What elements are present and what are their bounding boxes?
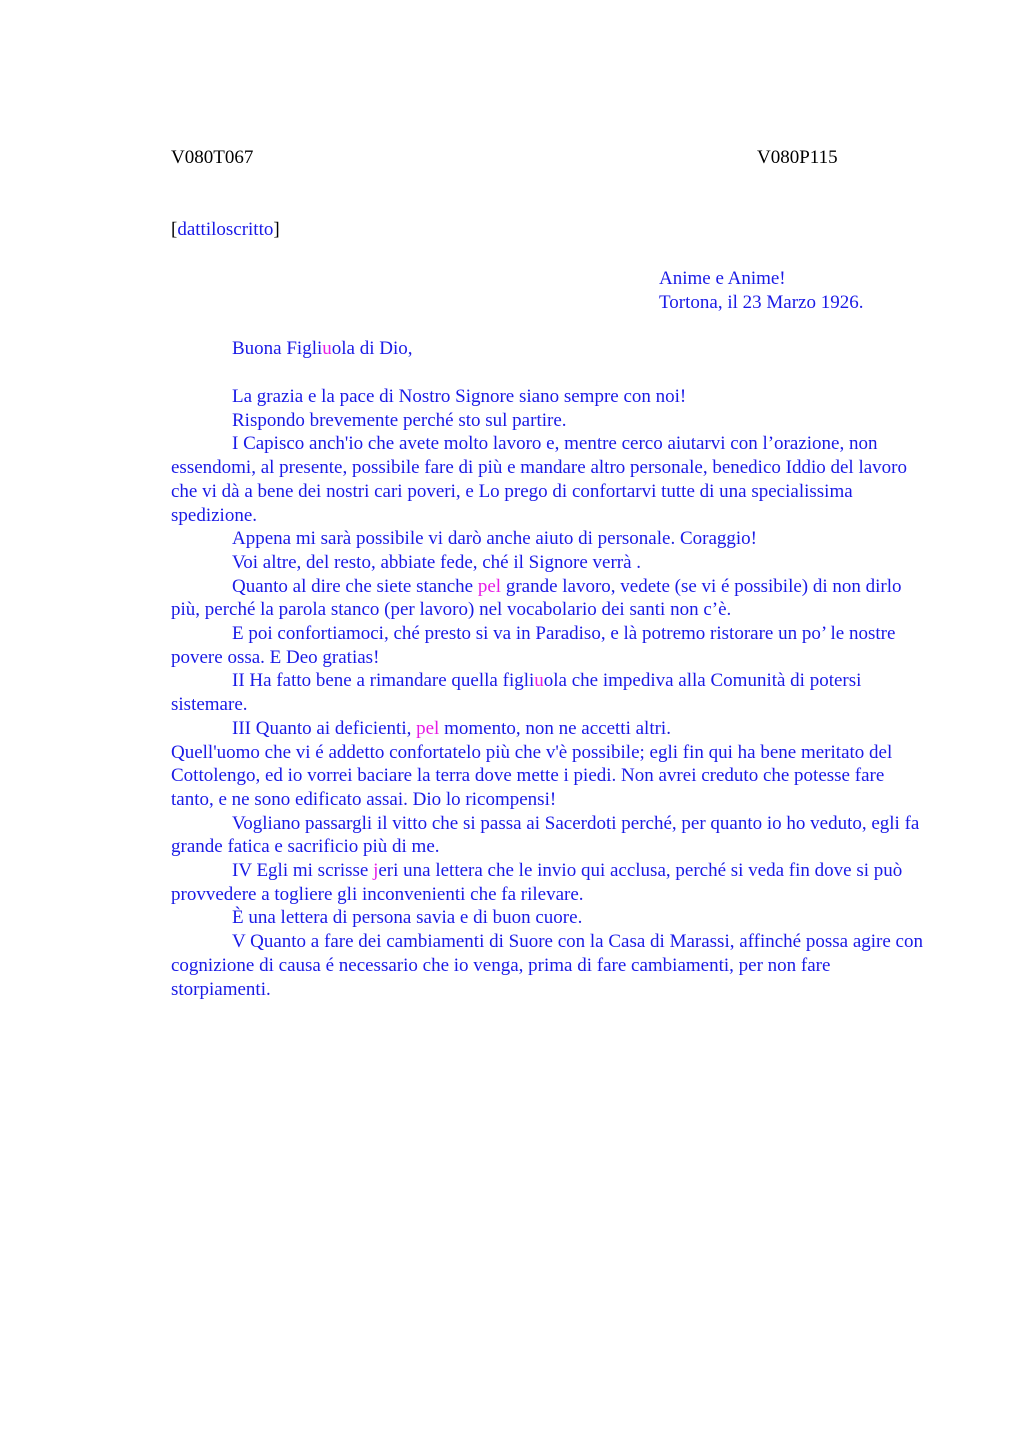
paragraph: La grazia e la pace di Nostro Signore siano sempre con noi! bbox=[232, 386, 687, 407]
letter-body bbox=[171, 385, 931, 1001]
bracket-open: [ bbox=[171, 219, 178, 240]
motto: Anime e Anime! bbox=[659, 268, 786, 289]
salutation-correction: u bbox=[322, 338, 332, 359]
paragraph bbox=[171, 669, 931, 716]
text-run: eri una lettera che le invio qui acclusa, perché si veda fin dove si può provvedere a togliere gli inconvenienti che fa rilevare. bbox=[171, 860, 903, 905]
paragraph: Vogliano passargli il vitto che si passa ai Sacerdoti perché, per quanto io ho veduto, egli fa grande fatica e sacrificio più di me. bbox=[171, 812, 920, 858]
text-run: grande lavoro, vedete (se vi é possibile) di non dirlo più, perché la parola stanco (per lavoro) nel vocabolario dei santi non c’è. bbox=[171, 575, 902, 621]
paragraph: V Quanto a fare dei cambiamenti di Suore con la Casa di Marassi, affinché possa agire con cognizione di causa é necessario che io venga, prima di fare cambiamenti, per non fare storpiamenti. bbox=[171, 931, 923, 1000]
document-ref-left: V080T067 bbox=[171, 147, 254, 168]
correction: u bbox=[534, 670, 544, 692]
paragraph: È una lettera di persona savia e di buon cuore. bbox=[232, 907, 583, 929]
paragraph: Quell'uomo che vi é addetto confortatelo più che v'è possibile; egli fin qui ha bene meritato del Cottolengo, ed io vorrei baciare la terra dove mette i piedi. Non avrei creduto che potesse fare tanto, e ne sono edificato assai. Dio lo ricompensi! bbox=[171, 741, 893, 810]
salutation bbox=[232, 338, 413, 360]
paragraph: Voi altre, del resto, abbiate fede, ché il Signore verrà . bbox=[232, 551, 642, 573]
paragraph bbox=[171, 717, 931, 741]
correction: pel bbox=[416, 717, 440, 739]
text-run: Quanto al dire che siete stanche bbox=[232, 575, 478, 597]
text-run: III Quanto ai deficienti, bbox=[232, 717, 417, 739]
document-ref-right: V080P115 bbox=[757, 147, 838, 168]
letter-heading bbox=[659, 267, 863, 315]
text-run: IV Egli mi scrisse bbox=[232, 860, 374, 882]
paragraph: I Capisco anch'io che avete molto lavoro e, mentre cerco aiutarvi con l’orazione, non essendomi, al presente, possibile fare di più e mandare altro personale, benedico Iddio del lavoro che vi dà a bene dei nostri cari poveri, e Lo prego di confortarvi tutte di una specialissima spedizione. bbox=[171, 433, 907, 526]
salutation-part: Buona Figli bbox=[232, 338, 323, 359]
typescript-note bbox=[171, 219, 280, 241]
text-run: II Ha fatto bene a rimandare quella figli bbox=[232, 670, 535, 692]
note-text: dattiloscritto bbox=[177, 219, 274, 240]
correction: pel bbox=[477, 575, 502, 597]
salutation-part: ola di Dio, bbox=[331, 338, 413, 359]
text-run: ola che impediva alla Comunità di potersi sistemare. bbox=[171, 670, 862, 716]
place-date: Tortona, il 23 Marzo 1926. bbox=[659, 292, 864, 313]
bracket-close: ] bbox=[273, 219, 280, 240]
paragraph: E poi confortiamoci, ché presto si va in Paradiso, e là potremo ristorare un po’ le nostre povere ossa. E Deo gratias! bbox=[171, 623, 896, 668]
paragraph: Rispondo brevemente perché sto sul partire. bbox=[232, 409, 567, 431]
paragraph bbox=[171, 575, 931, 622]
text-run: momento, non ne accetti altri. bbox=[439, 717, 671, 739]
correction: j bbox=[373, 860, 379, 882]
paragraph bbox=[171, 859, 931, 906]
paragraph: Appena mi sarà possibile vi darò anche aiuto di personale. Coraggio! bbox=[232, 528, 757, 550]
